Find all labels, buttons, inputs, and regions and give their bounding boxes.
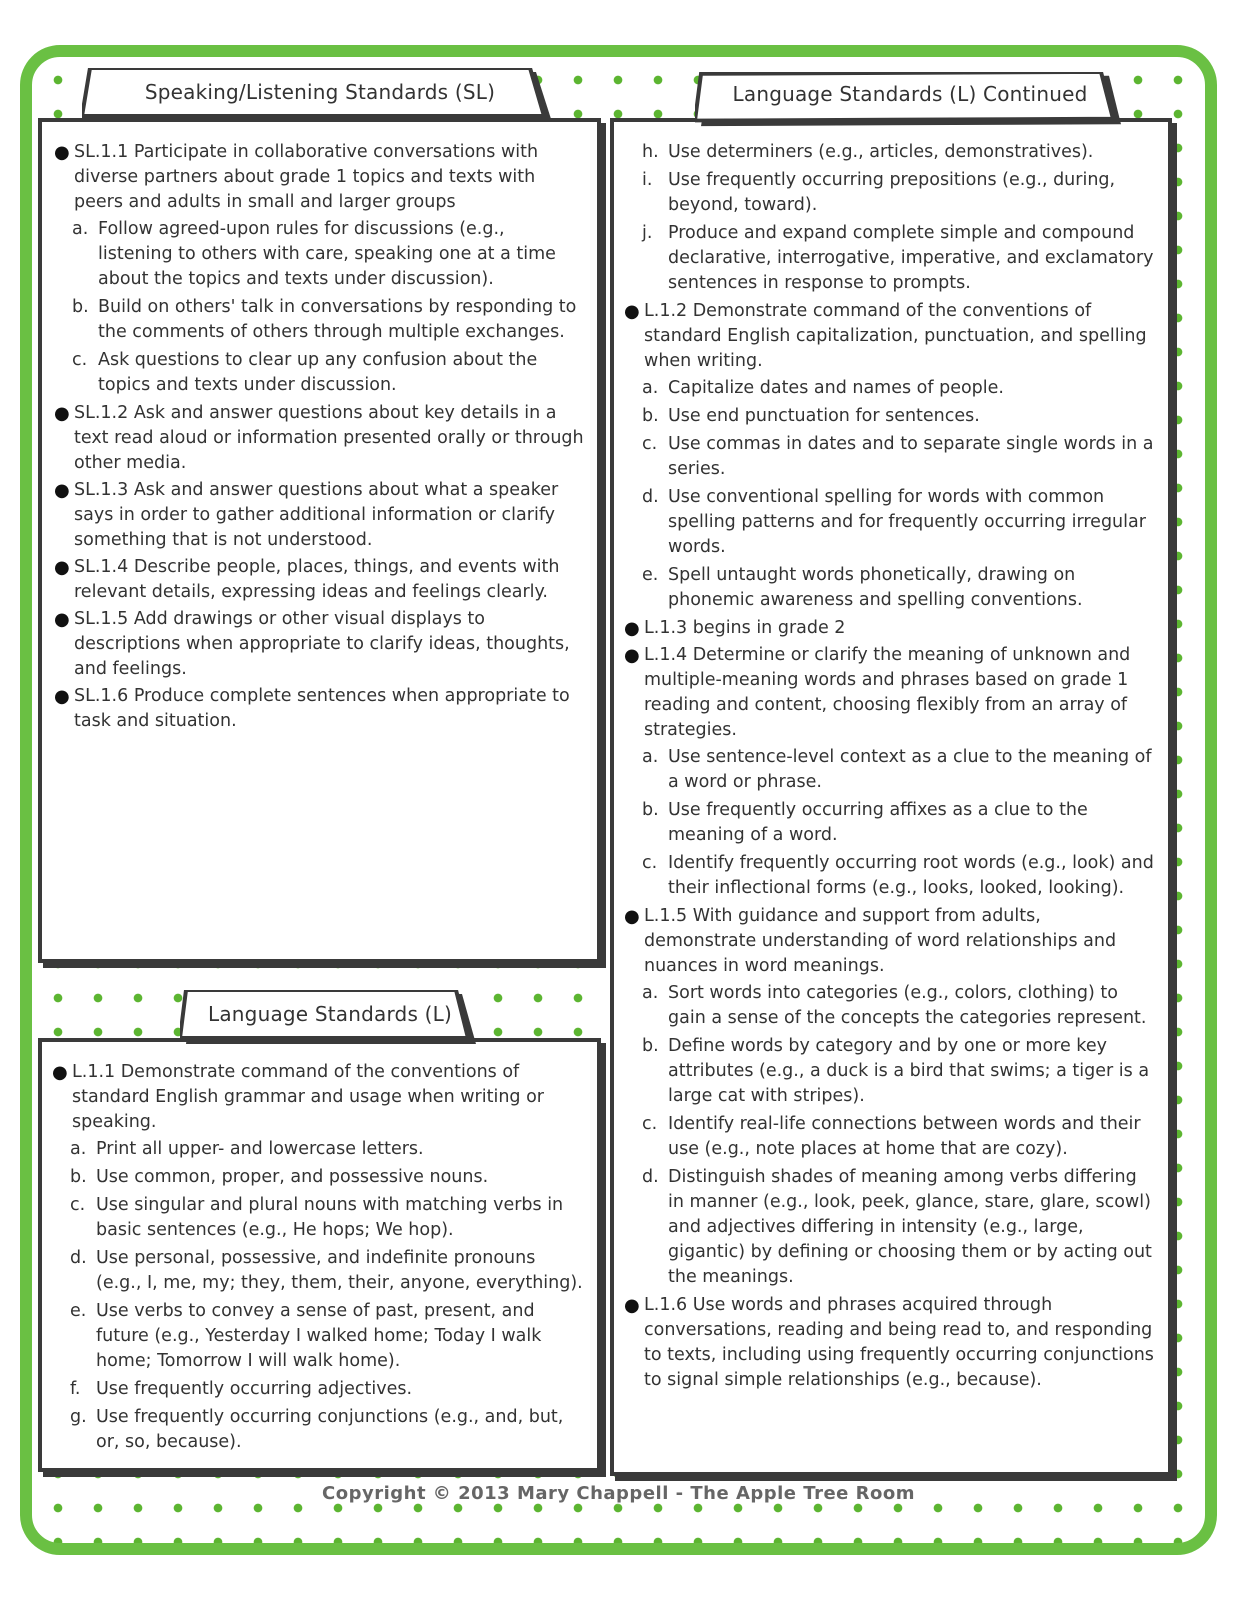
bullet: ● <box>624 618 640 639</box>
sub-letter: a. <box>72 219 89 239</box>
lang-cont-sub-item <box>630 168 1158 218</box>
bullet: ● <box>624 301 640 322</box>
lang-cont-item <box>622 1293 1158 1393</box>
sl-item <box>52 401 584 476</box>
sub-letter: b. <box>642 406 659 426</box>
sub-text: Identify frequently occurring root words (e.g., look) and their inflectional forms (e.g., looks, looked, looking). <box>668 853 1154 898</box>
sub-letter: c. <box>70 1195 86 1215</box>
sub-text: Spell untaught words phonetically, drawing on phonemic awareness and spelling conventions. <box>668 565 1083 610</box>
sub-text: Use determiners (e.g., articles, demonstratives). <box>668 142 1094 162</box>
lang-cont-item <box>622 616 1158 641</box>
bullet: ● <box>54 557 70 578</box>
sub-letter: a. <box>642 747 659 767</box>
sl-banner <box>82 68 558 124</box>
bullet: ● <box>54 142 70 163</box>
bullet: ● <box>54 686 70 707</box>
sl-title: Speaking/Listening Standards (SL) <box>144 80 496 104</box>
sub-letter: h. <box>642 142 659 162</box>
sl-item-text: SL.1.6 Produce complete sentences when appropriate to task and situation. <box>74 686 570 731</box>
lang-cont-item-text: L.1.2 Demonstrate command of the conventions of standard English capitalization, punctuation, and spelling when writing. <box>644 301 1147 371</box>
bullet: ● <box>624 645 640 666</box>
lang-cont-sub-item <box>630 981 1158 1031</box>
sub-letter: a. <box>642 378 659 398</box>
sl-item-text: SL.1.4 Describe people, places, things, and events with relevant details, expressing ideas and feelings clearly. <box>74 557 560 602</box>
lang-item-text: L.1.1 Demonstrate command of the conventions of standard English grammar and usage when writing or speaking. <box>72 1062 544 1132</box>
bullet: ● <box>624 906 640 927</box>
sl-sub-item <box>60 348 584 398</box>
lang-cont-item-text: L.1.4 Determine or clarify the meaning of unknown and multiple-meaning words and phrases based on grade 1 reading and content, choosing flexibly from an array of strategies. <box>644 645 1131 740</box>
bullet: ● <box>52 1062 68 1083</box>
lang-cont-title: Language Standards (L) Continued <box>732 82 1088 106</box>
lang-cont-item <box>622 904 1158 979</box>
lang-cont-item-text: L.1.5 With guidance and support from adults, demonstrate understanding of word relationships and nuances in word meanings. <box>644 906 1117 976</box>
sub-letter: a. <box>70 1139 87 1159</box>
sub-text: Print all upper- and lowercase letters. <box>96 1139 424 1159</box>
sub-text: Produce and expand complete simple and compound declarative, interrogative, imperative, and exclamatory sentences in response to prompts. <box>668 223 1154 293</box>
sub-letter: c. <box>642 853 658 873</box>
lang-list <box>50 1060 586 1458</box>
sub-letter: c. <box>72 350 88 370</box>
bullet: ● <box>54 403 70 424</box>
sub-letter: g. <box>70 1407 87 1427</box>
sub-letter: e. <box>642 565 659 585</box>
sub-letter: b. <box>70 1167 87 1187</box>
lang-cont-sub-item <box>630 1165 1158 1290</box>
sub-text: Distinguish shades of meaning among verbs differing in manner (e.g., look, peek, glance, stare, glare, scowl) and adjectives differing in intensity (e.g., large, gigantic) by defining or choosing them or by acting out the meanings. <box>668 1167 1152 1287</box>
lang-cont-sub-item <box>630 1112 1158 1162</box>
sub-text: Build on others' talk in conversations by responding to the comments of others through multiple exchanges. <box>98 297 577 342</box>
lang-cont-item <box>622 299 1158 374</box>
sub-letter: f. <box>70 1379 81 1399</box>
lang-sub-item <box>58 1377 586 1402</box>
lang-cont-item-text: L.1.6 Use words and phrases acquired through conversations, reading and being read to, and responding to texts, including using frequently occurring conjunctions to signal simple relationships (e.g., because). <box>644 1295 1154 1390</box>
lang-sub-item <box>58 1246 586 1296</box>
sub-letter: d. <box>642 487 659 507</box>
sub-letter: d. <box>70 1248 87 1268</box>
sub-text: Use frequently occurring affixes as a clue to the meaning of a word. <box>668 800 1088 845</box>
lang-cont-sub-item <box>630 851 1158 901</box>
sub-letter: i. <box>642 170 653 190</box>
sl-item-text: SL.1.5 Add drawings or other visual displays to descriptions when appropriate to clarify ideas, thoughts, and feelings. <box>74 609 570 679</box>
sub-letter: b. <box>642 1036 659 1056</box>
sl-item <box>52 555 584 605</box>
sl-sub-item <box>60 217 584 292</box>
sub-letter: b. <box>72 297 89 317</box>
sub-letter: c. <box>642 1114 658 1134</box>
sl-item <box>52 684 584 734</box>
lang-cont-sub-item <box>630 745 1158 795</box>
lang-cont-sub-item <box>630 140 1158 165</box>
lang-banner <box>180 990 480 1046</box>
lang-cont-item <box>622 643 1158 743</box>
sub-text: Capitalize dates and names of people. <box>668 378 1004 398</box>
sub-text: Use end punctuation for sentences. <box>668 406 980 426</box>
sub-letter: d. <box>642 1167 659 1187</box>
sub-text: Use verbs to convey a sense of past, present, and future (e.g., Yesterday I walked home; Today I walk home; Tomorrow I will walk home). <box>96 1301 542 1371</box>
sub-letter: a. <box>642 983 659 1003</box>
lang-item <box>50 1060 586 1135</box>
sl-item-text: SL.1.1 Participate in collaborative conversations with diverse partners about grade 1 topics and texts with peers and adults in small and larger groups <box>74 142 539 212</box>
lang-cont-item-text: L.1.3 begins in grade 2 <box>644 618 846 638</box>
sub-text: Use personal, possessive, and indefinite pronouns (e.g., I, me, my; they, them, their, anyone, everything). <box>96 1248 583 1293</box>
bullet: ● <box>54 480 70 501</box>
lang-sub-item <box>58 1165 586 1190</box>
lang-title: Language Standards (L) <box>208 1002 452 1026</box>
sl-sub-item <box>60 295 584 345</box>
sub-text: Use sentence-level context as a clue to the meaning of a word or phrase. <box>668 747 1152 792</box>
lang-cont-sub-item <box>630 1034 1158 1109</box>
sub-letter: e. <box>70 1301 87 1321</box>
lang-cont-sub-item <box>630 376 1158 401</box>
lang-cont-sub-item <box>630 485 1158 560</box>
sub-text: Identify real-life connections between words and their use (e.g., note places at home that are cozy). <box>668 1114 1141 1159</box>
lang-cont-sub-item <box>630 563 1158 613</box>
sub-text: Define words by category and by one or more key attributes (e.g., a duck is a bird that swims; a tiger is a large cat with stripes). <box>668 1036 1150 1106</box>
sub-text: Use frequently occurring prepositions (e.g., during, beyond, toward). <box>668 170 1116 215</box>
sl-item <box>52 140 584 215</box>
sub-letter: j. <box>642 223 653 243</box>
bullet: ● <box>54 609 70 630</box>
lang-cont-sub-item <box>630 221 1158 296</box>
sl-item-text: SL.1.3 Ask and answer questions about what a speaker says in order to gather additional information or clarify something that is not understood. <box>74 480 559 550</box>
sl-item <box>52 478 584 553</box>
sub-text: Sort words into categories (e.g., colors, clothing) to gain a sense of the concepts the categories represent. <box>668 983 1147 1028</box>
lang-sub-item <box>58 1299 586 1374</box>
sub-text: Use singular and plural nouns with matching verbs in basic sentences (e.g., He hops; We hop). <box>96 1195 564 1240</box>
sub-text: Use common, proper, and possessive nouns. <box>96 1167 489 1187</box>
lang-cont-sub-item <box>630 404 1158 429</box>
sub-letter: b. <box>642 800 659 820</box>
lang-cont-sub-item <box>630 798 1158 848</box>
sl-item <box>52 607 584 682</box>
sub-letter: c. <box>642 434 658 454</box>
sub-text: Use frequently occurring adjectives. <box>96 1379 413 1399</box>
sub-text: Follow agreed-upon rules for discussions (e.g., listening to others with care, speaking one at a time about the topics and texts under discussion). <box>98 219 556 289</box>
lang-sub-item <box>58 1405 586 1455</box>
sub-text: Use commas in dates and to separate single words in a series. <box>668 434 1154 479</box>
lang-cont-banner <box>695 72 1125 128</box>
lang-cont-list <box>622 140 1158 1395</box>
lang-cont-sub-item <box>630 432 1158 482</box>
lang-sub-item <box>58 1193 586 1243</box>
sl-item-text: SL.1.2 Ask and answer questions about key details in a text read aloud or information presented orally or through other media. <box>74 403 584 473</box>
lang-sub-item <box>58 1137 586 1162</box>
sl-list <box>52 140 584 736</box>
sub-text: Use frequently occurring conjunctions (e.g., and, but, or, so, because). <box>96 1407 564 1452</box>
sub-text: Use conventional spelling for words with common spelling patterns and for frequently occurring irregular words. <box>668 487 1146 557</box>
bullet: ● <box>624 1295 640 1316</box>
sub-text: Ask questions to clear up any confusion about the topics and texts under discussion. <box>98 350 538 395</box>
copyright-footer: Copyright © 2013 Mary Chappell - The Apple Tree Room <box>322 1483 915 1504</box>
